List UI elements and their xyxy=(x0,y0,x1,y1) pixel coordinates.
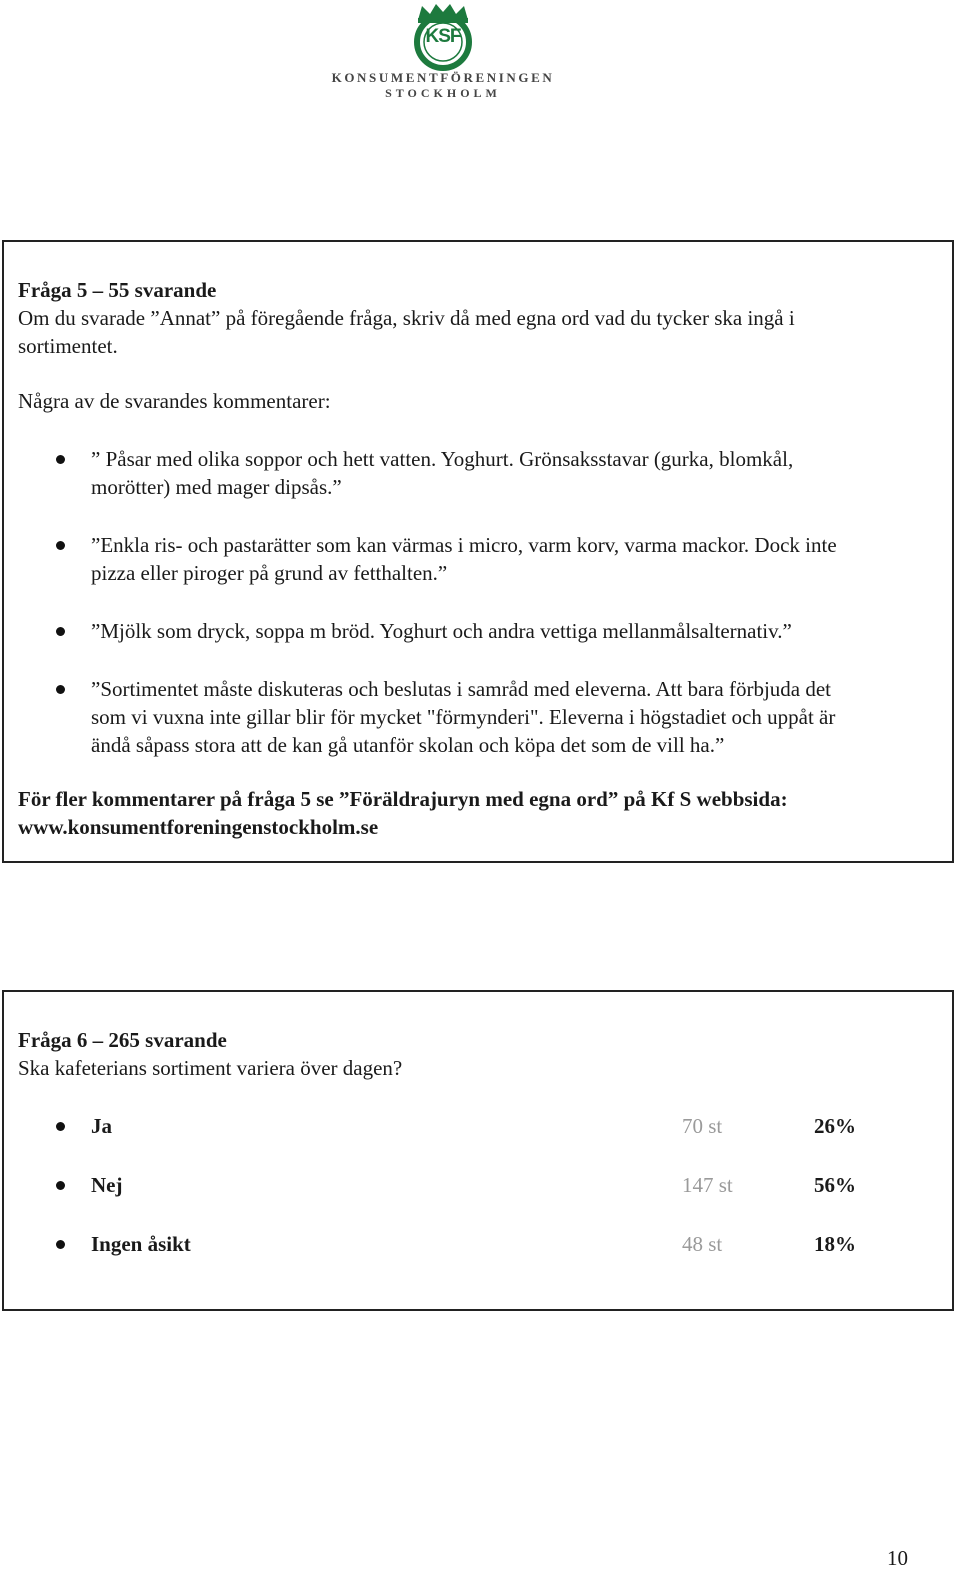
q5-comment-4-line-2: som vi vuxna inte gillar blir för mycket "förmynderi". Eleverna i högstadiet och uppåt är xyxy=(91,705,836,729)
q6-answer-percent: 56% xyxy=(814,1173,856,1197)
q6-answer-label: Nej xyxy=(91,1173,123,1197)
q6-answer-count: 147 st xyxy=(682,1173,733,1197)
bullet-icon xyxy=(56,541,65,550)
bullet-icon xyxy=(56,1181,65,1190)
q6-answer-label: Ingen åsikt xyxy=(91,1232,191,1256)
bullet-icon xyxy=(56,685,65,694)
q5-comment-2-line-2: pizza eller piroger på grund av fetthalten.” xyxy=(91,561,448,585)
bullet-icon xyxy=(56,1240,65,1249)
logo-monogram: KSF xyxy=(425,26,461,47)
q5-footer-line-1: För fler kommentarer på fråga 5 se ”Föräldrajuryn med egna ord” på Kf S webbsida: xyxy=(18,787,788,811)
q5-question-line-1: Om du svarade ”Annat” på föregående fråga, skriv då med egna ord vad du tycker ska ingå i xyxy=(18,306,795,330)
q6-answer-count: 48 st xyxy=(682,1232,723,1256)
q5-website-link[interactable]: www.konsumentforeningenstockholm.se xyxy=(18,815,379,839)
q6-question: Ska kafeterians sortiment variera över dagen? xyxy=(18,1056,403,1080)
logo-line-1: KONSUMENTFÖRENINGEN xyxy=(331,70,555,85)
q6-heading: Fråga 6 – 265 svarande xyxy=(18,1028,227,1052)
q5-comment-2-line-1: ”Enkla ris- och pastarätter som kan värmas i micro, varm korv, varma mackor. Dock inte xyxy=(91,533,837,557)
q5-comment-4-line-1: ”Sortimentet måste diskuteras och beslutas i samråd med eleverna. Att bara förbjuda det xyxy=(91,677,832,701)
q6-answer-count: 70 st xyxy=(682,1114,723,1138)
q6-answer-label: Ja xyxy=(91,1114,112,1138)
q5-comment-3-line-1: ”Mjölk som dryck, soppa m bröd. Yoghurt och andra vettiga mellanmålsalternativ.” xyxy=(91,619,792,643)
q5-comment-1-line-2: morötter) med mager dipsås.” xyxy=(91,475,342,499)
q5-intro: Några av de svarandes kommentarer: xyxy=(18,389,331,413)
q5-comment-1-line-1: ” Påsar med olika soppor och hett vatten. Yoghurt. Grönsaksstavar (gurka, blomkål, xyxy=(91,447,794,471)
q6-answer-percent: 18% xyxy=(814,1232,856,1256)
q6-answer-percent: 26% xyxy=(814,1114,856,1138)
bullet-icon xyxy=(56,1122,65,1131)
logo-line-2: STOCKHOLM xyxy=(385,86,501,100)
bullet-icon xyxy=(56,627,65,636)
q5-heading: Fråga 5 – 55 svarande xyxy=(18,278,217,302)
q5-comment-4-line-3: ändå såpass stora att de kan gå utanför skolan och köpa det som de vill ha.” xyxy=(91,733,725,757)
ksf-logo xyxy=(0,0,960,110)
bullet-icon xyxy=(56,455,65,464)
page-number: 10 xyxy=(887,1546,908,1570)
q5-question-line-2: sortimentet. xyxy=(18,334,118,358)
